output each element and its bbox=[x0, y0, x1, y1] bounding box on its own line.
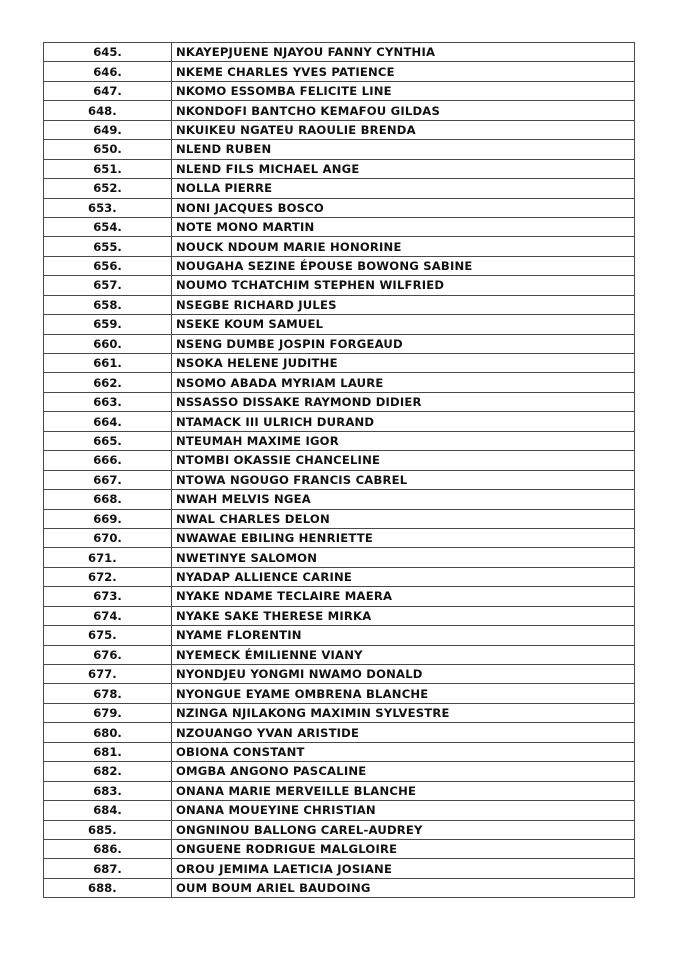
table-row bbox=[44, 684, 635, 703]
row-number: 674. bbox=[44, 606, 172, 625]
table-row bbox=[44, 665, 635, 684]
row-number: 665. bbox=[44, 431, 172, 450]
row-name: NSEKE KOUM SAMUEL bbox=[172, 315, 635, 334]
row-name: NYEMECK ÉMILIENNE VIANY bbox=[172, 645, 635, 664]
row-number: 668. bbox=[44, 490, 172, 509]
row-name: NOUMO TCHATCHIM STEPHEN WILFRIED bbox=[172, 276, 635, 295]
row-name: OBIONA CONSTANT bbox=[172, 742, 635, 761]
row-number: 686. bbox=[44, 839, 172, 858]
table-row bbox=[44, 256, 635, 275]
row-name: NTOMBI OKASSIE CHANCELINE bbox=[172, 451, 635, 470]
table-row bbox=[44, 43, 635, 62]
row-number: 679. bbox=[44, 703, 172, 722]
row-number: 653. bbox=[44, 198, 172, 217]
row-number: 666. bbox=[44, 451, 172, 470]
table-row bbox=[44, 451, 635, 470]
table-row bbox=[44, 198, 635, 217]
table-row bbox=[44, 373, 635, 392]
table-row bbox=[44, 276, 635, 295]
row-name: OUM BOUM ARIEL BAUDOING bbox=[172, 878, 635, 897]
table-row bbox=[44, 548, 635, 567]
table-row bbox=[44, 62, 635, 81]
row-number: 645. bbox=[44, 43, 172, 62]
row-name: ONGNINOU BALLONG CAREL-AUDREY bbox=[172, 820, 635, 839]
row-name: NWAL CHARLES DELON bbox=[172, 509, 635, 528]
name-list-body bbox=[44, 43, 635, 898]
row-number: 676. bbox=[44, 645, 172, 664]
row-number: 671. bbox=[44, 548, 172, 567]
table-row bbox=[44, 334, 635, 353]
row-name: NOTE MONO MARTIN bbox=[172, 217, 635, 236]
row-number: 648. bbox=[44, 101, 172, 120]
row-number: 660. bbox=[44, 334, 172, 353]
row-number: 651. bbox=[44, 159, 172, 178]
row-name: NTEUMAH MAXIME IGOR bbox=[172, 431, 635, 450]
row-number: 658. bbox=[44, 295, 172, 314]
row-number: 652. bbox=[44, 179, 172, 198]
row-name: NOUCK NDOUM MARIE HONORINE bbox=[172, 237, 635, 256]
table-row bbox=[44, 528, 635, 547]
row-number: 683. bbox=[44, 781, 172, 800]
table-row bbox=[44, 490, 635, 509]
row-name: NKEME CHARLES YVES PATIENCE bbox=[172, 62, 635, 81]
row-name: NLEND RUBEN bbox=[172, 140, 635, 159]
row-name: NLEND FILS MICHAEL ANGE bbox=[172, 159, 635, 178]
row-name: NYADAP ALLIENCE CARINE bbox=[172, 567, 635, 586]
row-number: 687. bbox=[44, 859, 172, 878]
row-number: 669. bbox=[44, 509, 172, 528]
table-row bbox=[44, 120, 635, 139]
row-number: 688. bbox=[44, 878, 172, 897]
table-row bbox=[44, 820, 635, 839]
table-row bbox=[44, 159, 635, 178]
row-name: NYONGUE EYAME OMBRENA BLANCHE bbox=[172, 684, 635, 703]
row-name: NOLLA PIERRE bbox=[172, 179, 635, 198]
row-name: ONGUENE RODRIGUE MALGLOIRE bbox=[172, 839, 635, 858]
row-number: 646. bbox=[44, 62, 172, 81]
table-row bbox=[44, 295, 635, 314]
row-number: 655. bbox=[44, 237, 172, 256]
row-name: NYAME FLORENTIN bbox=[172, 626, 635, 645]
row-name: NWAH MELVIS NGEA bbox=[172, 490, 635, 509]
row-number: 662. bbox=[44, 373, 172, 392]
table-row bbox=[44, 723, 635, 742]
row-name: NONI JACQUES BOSCO bbox=[172, 198, 635, 217]
row-name: NZINGA NJILAKONG MAXIMIN SYLVESTRE bbox=[172, 703, 635, 722]
table-row bbox=[44, 470, 635, 489]
row-name: NWAWAE EBILING HENRIETTE bbox=[172, 528, 635, 547]
row-number: 670. bbox=[44, 528, 172, 547]
row-name: OMGBA ANGONO PASCALINE bbox=[172, 762, 635, 781]
table-row bbox=[44, 567, 635, 586]
row-number: 677. bbox=[44, 665, 172, 684]
table-row bbox=[44, 101, 635, 120]
table-row bbox=[44, 81, 635, 100]
table-row bbox=[44, 801, 635, 820]
row-name: ONANA MOUEYINE CHRISTIAN bbox=[172, 801, 635, 820]
table-row bbox=[44, 781, 635, 800]
row-number: 681. bbox=[44, 742, 172, 761]
row-name: NSENG DUMBE JOSPIN FORGEAUD bbox=[172, 334, 635, 353]
table-row bbox=[44, 354, 635, 373]
row-name: NKUIKEU NGATEU RAOULIE BRENDA bbox=[172, 120, 635, 139]
table-row bbox=[44, 606, 635, 625]
row-number: 659. bbox=[44, 315, 172, 334]
row-name: NSSASSO DISSAKE RAYMOND DIDIER bbox=[172, 392, 635, 411]
row-number: 663. bbox=[44, 392, 172, 411]
row-number: 654. bbox=[44, 217, 172, 236]
row-number: 678. bbox=[44, 684, 172, 703]
row-name: NSEGBE RICHARD JULES bbox=[172, 295, 635, 314]
table-row bbox=[44, 878, 635, 897]
table-row bbox=[44, 703, 635, 722]
row-name: NTAMACK III ULRICH DURAND bbox=[172, 412, 635, 431]
row-number: 664. bbox=[44, 412, 172, 431]
name-list-table bbox=[43, 42, 635, 898]
row-name: OROU JEMIMA LAETICIA JOSIANE bbox=[172, 859, 635, 878]
row-name: ONANA MARIE MERVEILLE BLANCHE bbox=[172, 781, 635, 800]
table-row bbox=[44, 237, 635, 256]
row-name: NYONDJEU YONGMI NWAMO DONALD bbox=[172, 665, 635, 684]
row-name: NKAYEPJUENE NJAYOU FANNY CYNTHIA bbox=[172, 43, 635, 62]
table-row bbox=[44, 140, 635, 159]
row-number: 680. bbox=[44, 723, 172, 742]
row-number: 657. bbox=[44, 276, 172, 295]
table-row bbox=[44, 626, 635, 645]
row-name: NYAKE SAKE THERESE MIRKA bbox=[172, 606, 635, 625]
table-row bbox=[44, 645, 635, 664]
table-row bbox=[44, 762, 635, 781]
table-row bbox=[44, 217, 635, 236]
table-row bbox=[44, 859, 635, 878]
row-name: NKONDOFI BANTCHO KEMAFOU GILDAS bbox=[172, 101, 635, 120]
row-name: NOUGAHA SEZINE ÉPOUSE BOWONG SABINE bbox=[172, 256, 635, 275]
row-number: 682. bbox=[44, 762, 172, 781]
row-name: NSOMO ABADA MYRIAM LAURE bbox=[172, 373, 635, 392]
row-number: 650. bbox=[44, 140, 172, 159]
table-row bbox=[44, 509, 635, 528]
row-number: 684. bbox=[44, 801, 172, 820]
table-row bbox=[44, 587, 635, 606]
row-number: 672. bbox=[44, 567, 172, 586]
row-number: 667. bbox=[44, 470, 172, 489]
row-number: 649. bbox=[44, 120, 172, 139]
table-row bbox=[44, 839, 635, 858]
row-name: NTOWA NGOUGO FRANCIS CABREL bbox=[172, 470, 635, 489]
row-number: 673. bbox=[44, 587, 172, 606]
row-name: NKOMO ESSOMBA FELICITE LINE bbox=[172, 81, 635, 100]
table-row bbox=[44, 742, 635, 761]
table-row bbox=[44, 412, 635, 431]
row-number: 675. bbox=[44, 626, 172, 645]
row-name: NWETINYE SALOMON bbox=[172, 548, 635, 567]
row-name: NZOUANGO YVAN ARISTIDE bbox=[172, 723, 635, 742]
table-row bbox=[44, 179, 635, 198]
table-row bbox=[44, 431, 635, 450]
row-number: 647. bbox=[44, 81, 172, 100]
row-name: NSOKA HELENE JUDITHE bbox=[172, 354, 635, 373]
row-number: 656. bbox=[44, 256, 172, 275]
row-number: 661. bbox=[44, 354, 172, 373]
table-row bbox=[44, 392, 635, 411]
table-row bbox=[44, 315, 635, 334]
row-name: NYAKE NDAME TECLAIRE MAERA bbox=[172, 587, 635, 606]
row-number: 685. bbox=[44, 820, 172, 839]
